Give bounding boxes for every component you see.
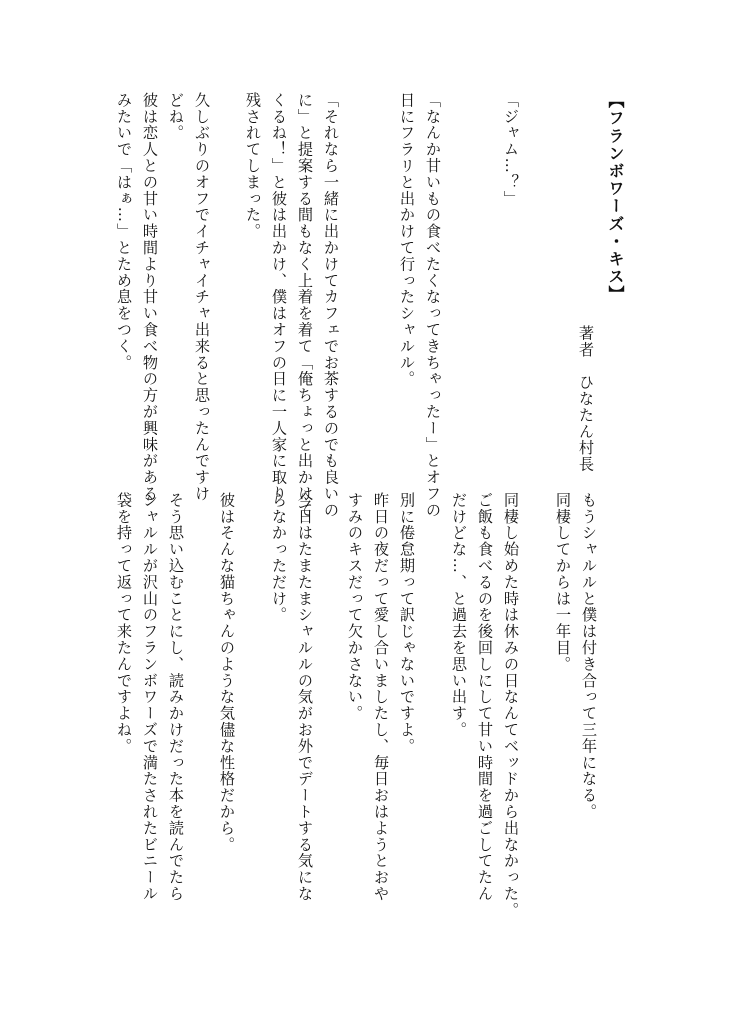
paragraph-line: シャルルが沢山のフランボワーズで満たされたビニール xyxy=(141,492,159,902)
paragraph-line: 袋を持って返って来たんですよね。 xyxy=(115,492,133,755)
paragraph-line: もうシャルルと僕は付き合って三年になる。 xyxy=(580,492,598,820)
paragraph-line: 「それなら一緒に出かけてカフェでお茶するのでも良いの xyxy=(322,92,340,519)
paragraph-line: 「なんか甘いもの食べたくなってきちゃったー」とオフの xyxy=(424,92,442,519)
paragraph-line: 彼はそんな猫ちゃんのような気儘な性格だから。 xyxy=(218,492,236,853)
author-name: ひなたん村長 xyxy=(577,374,595,473)
paragraph-line: 久しぶりのオフでイチャイチャ出来ると思ったんですけ xyxy=(193,92,211,502)
story-title: 【フランボワーズ・キス】 xyxy=(606,92,625,304)
paragraph-line: ご飯も食べるのを後回しにして甘い時間を過ごしてたん xyxy=(476,492,494,902)
paragraph-line: らなかっただけ。 xyxy=(270,492,288,624)
paragraph-line: すみのキスだって欠かさない。 xyxy=(346,492,364,722)
paragraph-line: 同棲し始めた時は休みの日なんてベッドから出なかった。 xyxy=(502,492,520,919)
paragraph-line: 彼は恋人との甘い時間より甘い食べ物の方が興味がある xyxy=(141,92,159,502)
paragraph-line: に」と提案する間もなく上着を着て「俺ちょっと出かけて xyxy=(296,92,314,519)
paragraph-line: そう思い込むことにし、読みかけだった本を読んでたら xyxy=(167,492,185,902)
paragraph-line: くるね！」と彼は出かけ、僕はオフの日に一人家に取り xyxy=(270,92,288,502)
paragraph-line: 残されてしまった。 xyxy=(244,92,262,240)
paragraph-line: みたいで「はぁ…」とため息をつく。 xyxy=(115,92,133,371)
paragraph-line: どね。 xyxy=(167,92,185,142)
paragraph-line: 日にフラリと出かけて行ったシャルル。 xyxy=(398,92,416,388)
author-line xyxy=(573,325,599,473)
paragraph-line: 別に倦怠期って訳じゃないですよ。 xyxy=(398,492,416,755)
paragraph-line: 同棲してからは一年目。 xyxy=(554,492,572,673)
paragraph-line: だけどな…、と過去を思い出す。 xyxy=(450,492,468,738)
paragraph-line: 「ジャム…？」 xyxy=(502,92,520,207)
paragraph-line: 昨日の夜だって愛し合いましたし、毎日おはようとおや xyxy=(372,492,390,902)
author-label: 著者 xyxy=(577,325,595,358)
paragraph-line: 今日はたまたまシャルルの気がお外でデートする気にな xyxy=(296,492,314,902)
